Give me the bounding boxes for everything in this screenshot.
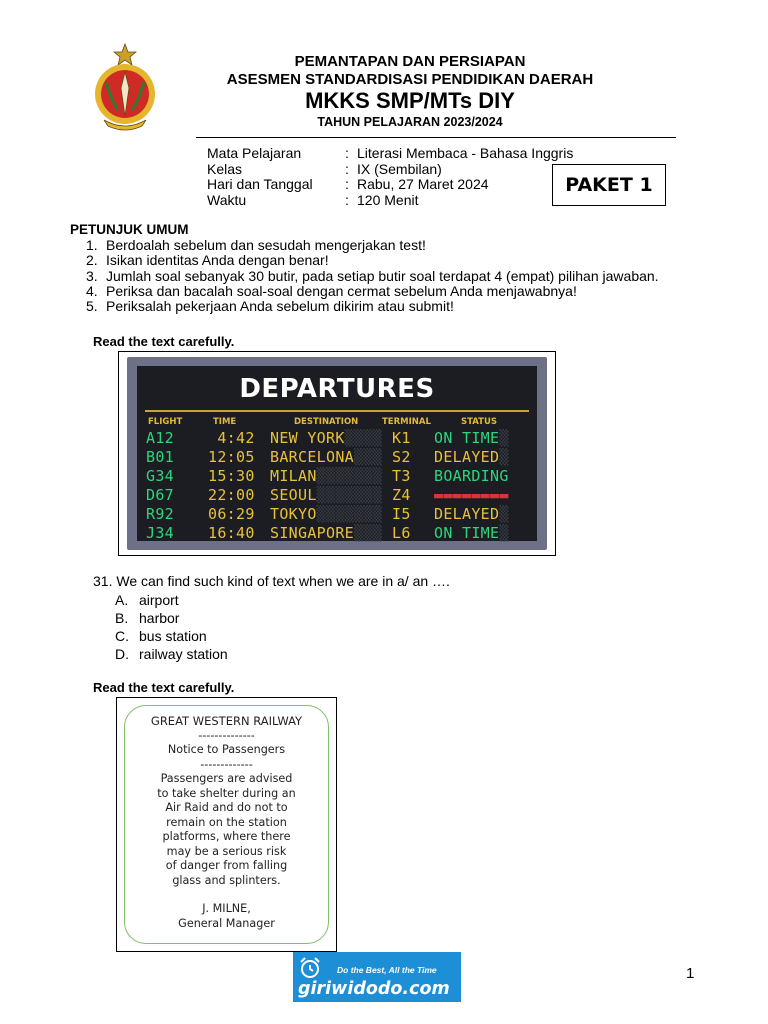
info-row-subject (207, 146, 573, 162)
col-header-flight: FLIGHT (148, 417, 183, 427)
board-cell-flight: R92 (146, 505, 174, 523)
board-cell-flight: G34 (146, 467, 174, 485)
list-item (86, 253, 659, 268)
info-row-time (207, 193, 573, 209)
board-cell-flight: B01 (146, 448, 174, 466)
notice-line: Passengers are advised (160, 772, 293, 785)
read-instruction: Read the text carefully. (93, 334, 235, 349)
col-header-terminal: TERMINAL (382, 417, 431, 427)
board-cell-terminal: L6 (392, 524, 411, 542)
option-text: railway station (139, 646, 228, 662)
item-number: 4. (86, 282, 98, 299)
board-cell-time: 16:40 (208, 524, 255, 542)
option-a[interactable] (115, 591, 228, 609)
info-sep: : (345, 176, 349, 192)
list-item (86, 284, 659, 299)
info-key: Waktu (207, 191, 247, 208)
col-header-destination: DESTINATION (294, 417, 359, 427)
option-letter: A. (115, 592, 129, 608)
item-number: 5. (86, 298, 98, 315)
board-cell-destination: NEW YORK▒▒▒▒ (270, 429, 382, 447)
option-letter: C. (115, 628, 129, 644)
info-row-class (207, 162, 573, 178)
board-cell-time: 12:05 (208, 448, 255, 466)
list-item (86, 238, 659, 253)
info-sep: : (345, 191, 349, 208)
board-cell-destination: TOKYO▒▒▒▒▒▒▒ (270, 505, 382, 523)
board-cell-terminal: I5 (392, 505, 411, 523)
board-cell-status: DELAYED▒ (434, 448, 509, 466)
item-text: Periksa dan bacalah soal-soal dengan cermat sebelum Anda menjawabnya! (106, 282, 577, 299)
footer-badge[interactable] (293, 952, 461, 1002)
board-cell-terminal: S2 (392, 448, 411, 466)
board-casing (127, 357, 547, 550)
board-cell-destination: BARCELONA▒▒▒ (270, 448, 382, 466)
board-divider (145, 410, 529, 412)
notice-line: platforms, where there (162, 830, 291, 843)
footer-site-link[interactable]: giriwidodo.com (298, 979, 450, 999)
notice-title: GREAT WESTERN RAILWAY (150, 714, 303, 728)
instructions-title: PETUNJUK UMUM (70, 222, 189, 237)
info-key: Hari dan Tanggal (207, 176, 313, 192)
header-line-1: PEMANTAPAN DAN PERSIAPAN (294, 53, 526, 70)
board-cell-destination: SINGAPORE▒▒▒ (270, 524, 382, 542)
exam-info (207, 146, 573, 208)
board-cell-flight: D67 (146, 486, 174, 504)
notice-line: remain on the station (166, 815, 287, 829)
col-header-status: STATUS (461, 417, 498, 427)
board-cell-flight: J34 (146, 524, 174, 542)
option-letter: D. (115, 646, 129, 662)
railway-notice (124, 705, 329, 944)
notice-separator: -------------- (198, 728, 255, 742)
board-cell-terminal: T3 (392, 467, 411, 485)
item-number: 2. (86, 252, 98, 269)
notice-line: Air Raid and do not to (165, 801, 288, 814)
notice-signature-title: General Manager (178, 916, 275, 930)
notice-line: glass and splinters. (172, 873, 281, 887)
option-text: bus station (139, 628, 207, 644)
board-cell-time: 22:00 (208, 486, 255, 504)
notice-signature: J. MILNE, (202, 902, 251, 915)
header-year: TAHUN PELAJARAN 2023/2024 (317, 115, 503, 129)
info-value: 120 Menit (357, 191, 419, 208)
board-cell-terminal: K1 (392, 429, 411, 447)
alarm-clock-icon (298, 956, 322, 980)
board-cell-status: BOARDING (434, 467, 509, 485)
info-value: Literasi Membaca - Bahasa Inggris (357, 145, 574, 161)
option-letter: B. (115, 610, 129, 626)
info-key: Kelas (207, 160, 243, 177)
item-text: Periksalah pekerjaan Anda sebelum dikirim atau submit! (106, 298, 454, 315)
read-instruction: Read the text carefully. (93, 680, 235, 695)
option-text: airport (139, 592, 179, 608)
footer-tagline: Do the Best, All the Time (337, 965, 437, 975)
board-cell-status: ▬▬▬▬▬▬▬▬ (434, 486, 509, 504)
paket-box: PAKET 1 (552, 164, 666, 206)
header-line-2: ASESMEN STANDARDISASI PENDIDIKAN DAERAH (226, 71, 594, 88)
info-sep: : (345, 145, 349, 161)
option-b[interactable] (115, 609, 228, 627)
header-title: MKKS SMP/MTs DIY (305, 88, 515, 113)
notice-line: to take shelter during an (157, 786, 296, 800)
notice-line: of danger from falling (165, 859, 288, 872)
board-cell-time: 15:30 (208, 467, 255, 485)
info-row-date (207, 177, 573, 193)
instructions-list (86, 238, 659, 314)
board-cell-terminal: Z4 (392, 486, 411, 504)
board-cell-status: DELAYED▒ (434, 505, 509, 523)
board-cell-destination: SEOUL▒▒▒▒▒▒▒ (270, 486, 382, 504)
item-number: 1. (86, 237, 98, 253)
item-number: 3. (86, 267, 98, 284)
departures-board-image (118, 351, 556, 556)
list-item (86, 269, 659, 284)
option-text: harbor (139, 610, 180, 626)
info-sep: : (345, 160, 349, 177)
answer-options (115, 591, 228, 663)
page-number: 1 (686, 965, 695, 982)
col-header-time: TIME (213, 417, 237, 427)
board-cell-destination: MILAN▒▒▒▒▒▒▒ (270, 467, 382, 485)
board-cell-status: ON TIME▒ (434, 524, 509, 542)
option-c[interactable] (115, 627, 228, 645)
item-text: Isikan identitas Anda dengan benar! (106, 252, 329, 269)
board-title: DEPARTURES (239, 374, 435, 404)
railway-notice-image (116, 697, 337, 952)
item-text: Berdoalah sebelum dan sesudah mengerjakan test! (106, 237, 426, 253)
departures-board (137, 366, 537, 541)
item-text: Jumlah soal sebanyak 30 butir, pada setiap butir soal terdapat 4 (empat) pilihan jawaban. (106, 267, 659, 284)
notice-line: may be a serious risk (166, 844, 287, 858)
board-cell-time: 4:42 (208, 429, 255, 447)
emblem-logo (92, 42, 158, 132)
info-key: Mata Pelajaran (207, 145, 302, 161)
board-cell-time: 06:29 (208, 505, 255, 523)
board-cell-flight: A12 (146, 429, 174, 447)
info-value: IX (Sembilan) (357, 160, 442, 177)
info-value: Rabu, 27 Maret 2024 (357, 176, 489, 192)
board-cell-status: ON TIME▒ (434, 429, 509, 447)
header-divider (196, 137, 676, 138)
notice-separator: ------------- (200, 757, 253, 771)
question-31: 31. We can find such kind of text when we are in a/ an …. (93, 573, 450, 589)
notice-heading: Notice to Passengers (167, 743, 286, 756)
option-d[interactable] (115, 645, 228, 663)
list-item (86, 299, 659, 314)
